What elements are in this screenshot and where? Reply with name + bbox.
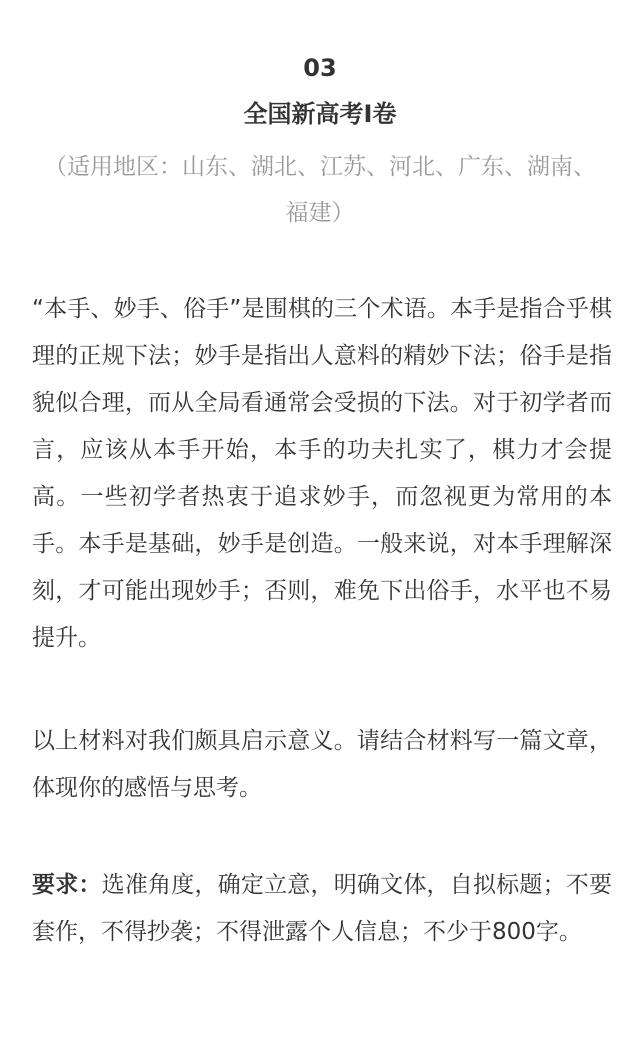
requirements-paragraph bbox=[32, 862, 612, 956]
applicable-regions: （适用地区：山东、湖北、江苏、河北、广东、湖南、福建） bbox=[44, 154, 596, 226]
section-number: 03 bbox=[303, 54, 337, 82]
exam-title: 全国新高考Ⅰ卷 bbox=[243, 100, 397, 128]
material-paragraph: “本手、妙手、俗手”是围棋的三个术语。本手是指合乎棋理的正规下法；妙手是指出人意料的精妙下法；俗手是指貌似合理，而从全局看通常会受损的下法。对于初学者而言，应该从本手开始，本手的功夫扎实了，棋力才会提高。一些初学者热衷于追求妙手，而忽视更为常用的本手。本手是基础，妙手是创造。一般来说，对本手理解深刻，才可能出现妙手；否则，难免下出俗手，水平也不易提升。 bbox=[32, 296, 612, 651]
task-paragraph: 以上材料对我们颇具启示意义。请结合材料写一篇文章，体现你的感悟与思考。 bbox=[32, 728, 612, 801]
requirements-text: 选准角度，确定立意，明确文体，自拟标题；不要套作，不得抄袭；不得泄露个人信息；不少于800字。 bbox=[32, 872, 612, 945]
requirements-label: 要求： bbox=[32, 872, 102, 898]
